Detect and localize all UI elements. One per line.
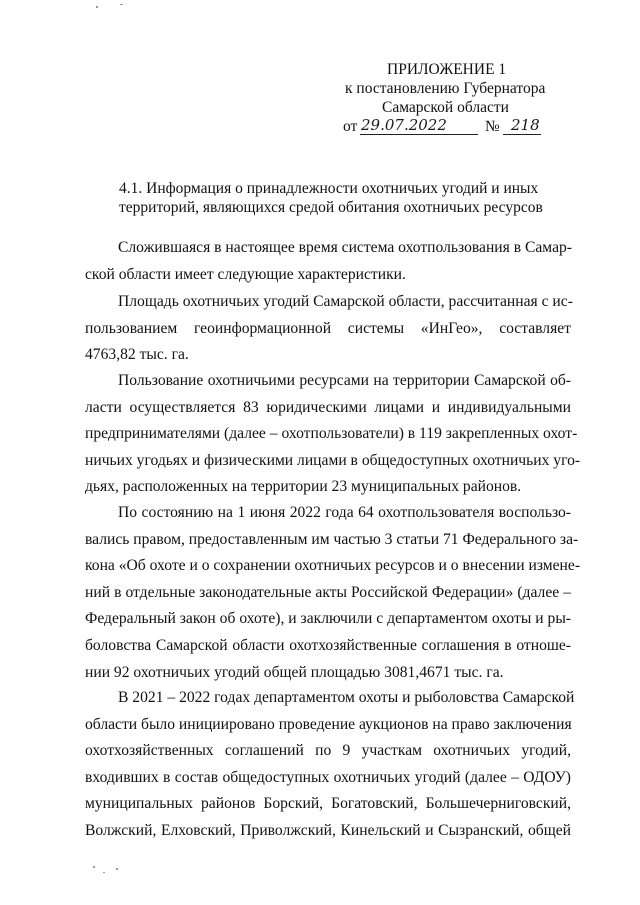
paragraph-4 xyxy=(85,500,581,686)
scan-speck xyxy=(93,866,95,868)
paragraph-1 xyxy=(85,235,571,288)
paragraph-line: 4763,82 тыс. га. xyxy=(85,346,189,364)
paragraph-line: Федеральный закон об охоте), и заключили с департаментом охоты и ры- xyxy=(85,610,571,628)
region-line: Самарской области xyxy=(382,99,509,116)
handwritten-number: 218 xyxy=(511,116,540,134)
date-prefix: от xyxy=(343,118,358,135)
section-title xyxy=(119,179,559,217)
scan-speck xyxy=(96,6,98,8)
paragraph-line: вались правом, предоставленным им частью 3 статьи 71 Федерального за- xyxy=(85,530,579,548)
scan-speck xyxy=(116,868,118,870)
paragraph-line: ний в отдельные законодательные акты Российской Федерации» (далее – xyxy=(85,583,571,601)
paragraph-line: ничьих угодьях и физическими лицами в общедоступных охотничьих уго- xyxy=(85,451,581,469)
paragraph-line: ласти осуществляется 83 юридическими лицами и индивидуальными xyxy=(85,398,571,416)
paragraph-line: По состоянию на 1 июня 2022 года 64 охотпользователя воспользо- xyxy=(118,504,571,521)
paragraph-2 xyxy=(85,289,571,369)
paragraph-line: Пользование охотничьими ресурсами на территории Самарской об- xyxy=(118,372,571,389)
paragraph-line: В 2021 – 2022 годах департаментом охоты и рыболовства Самарской xyxy=(118,689,575,706)
resolution-line: к постановлению Губернатора xyxy=(345,80,546,97)
paragraph-line: ской области имеет следующие характеристики. xyxy=(85,265,406,283)
number-prefix: № xyxy=(485,118,500,135)
paragraph-line: Сложившаяся в настоящее время система охотпользования в Самар- xyxy=(118,239,572,256)
handwritten-date: 29.07.2022 xyxy=(361,116,447,134)
date-number-line xyxy=(343,117,543,139)
paragraph-line: боловства Самарской области охотхозяйственные соглашения в отноше- xyxy=(85,636,571,654)
number-underline xyxy=(503,134,541,135)
scan-speck xyxy=(103,872,105,873)
paragraph-line: нии 92 охотничьих угодий общей площадью 3081,4671 тыс. га. xyxy=(85,663,504,681)
scan-speck xyxy=(120,4,123,5)
paragraph-line: Площадь охотничьих угодий Самарской области, рассчитанная с ис- xyxy=(118,293,573,310)
paragraph-line: кона «Об охоте и о сохранении охотничьих ресурсов и о внесении измене- xyxy=(85,557,581,575)
paragraph-3 xyxy=(85,368,581,501)
paragraph-line: области было инициировано проведение аукционов на право заключения xyxy=(85,715,572,733)
date-underline xyxy=(360,134,478,135)
paragraph-line: пользованием геоинформационной системы «ИнГео», составляет xyxy=(85,319,571,337)
paragraph-line: входивших в состав общедоступных охотничьих угодий (далее – ОДОУ) xyxy=(85,768,571,786)
section-title-line-2: территорий, являющихся средой обитания охотничьих ресурсов xyxy=(119,199,543,216)
paragraph-5 xyxy=(85,685,575,845)
section-title-line-1: 4.1. Информация о принадлежности охотничьих угодий и иных xyxy=(119,180,539,197)
paragraph-line: муниципальных районов Борский, Богатовский, Большечерниговский, xyxy=(85,795,571,813)
paragraph-line: дьях, расположенных на территории 23 муниципальных районов. xyxy=(85,478,522,496)
paragraph-line: охотхозяйственных соглашений по 9 участкам охотничьих угодий, xyxy=(85,742,571,760)
paragraph-line: предпринимателями (далее – охотпользователи) в 119 закрепленных охот- xyxy=(85,425,578,443)
paragraph-line: Волжский, Елховский, Приволжский, Кинельский и Сызранский, общей xyxy=(85,821,571,839)
appendix-heading: ПРИЛОЖЕНИЕ 1 xyxy=(387,61,507,78)
